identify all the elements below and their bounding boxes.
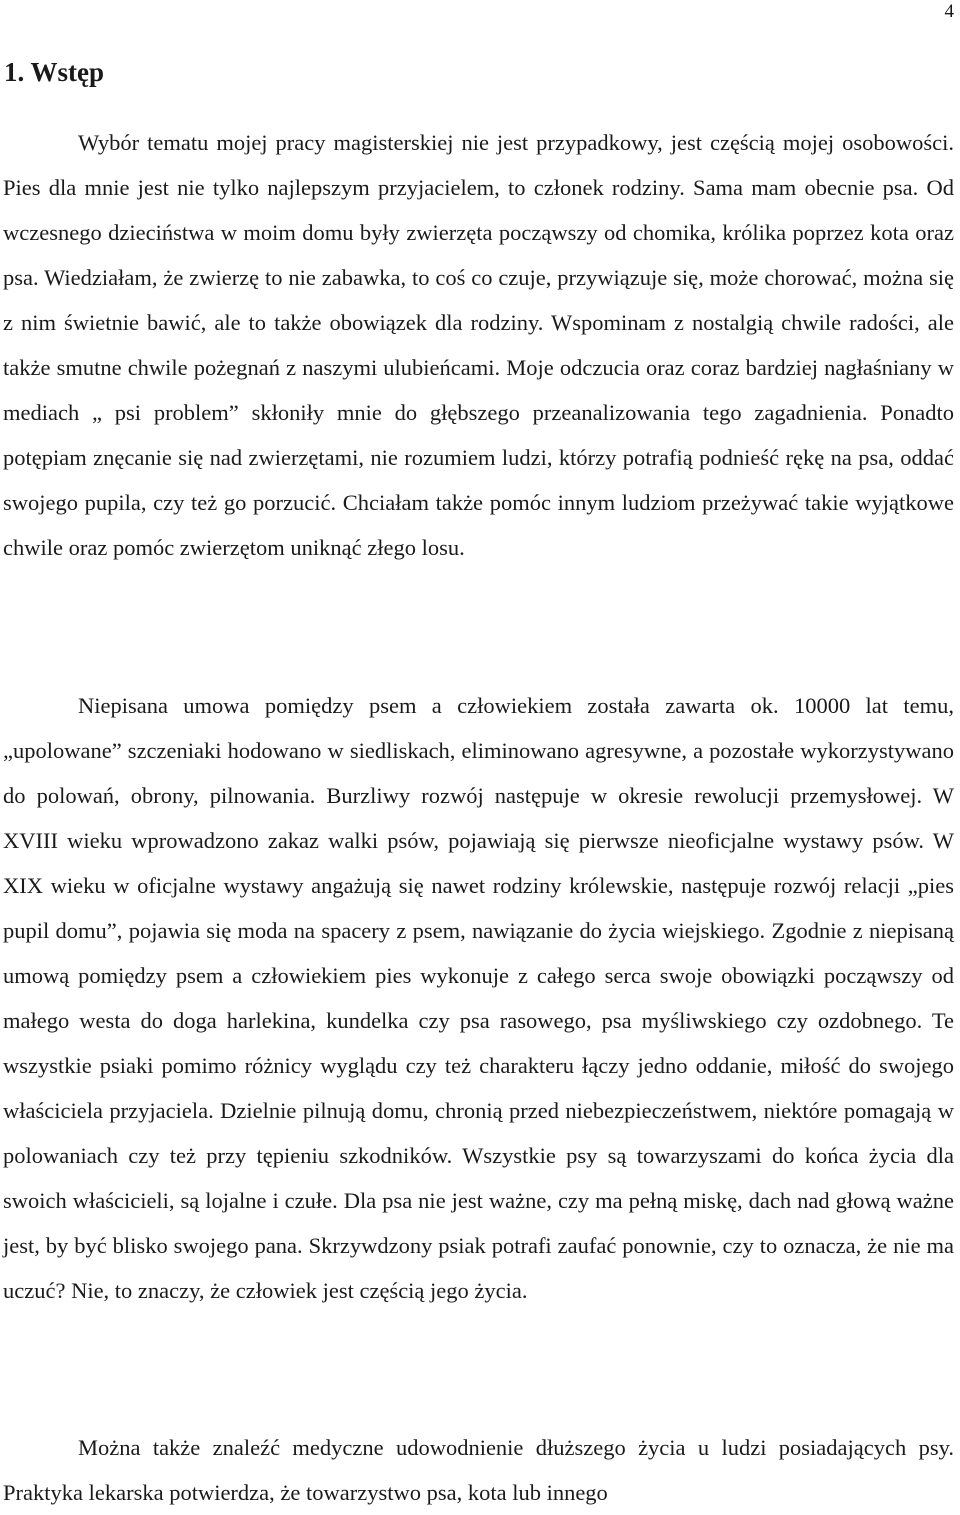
paragraph-medical: Można także znaleźć medyczne udowodnienie dłuższego życia u ludzi posiadających psy. Praktyka lekarska potwierdza, że towarzystwo psa, kota lub innego bbox=[3, 1435, 954, 1505]
section-heading: 1. Wstęp bbox=[4, 57, 105, 87]
page-number: 4 bbox=[944, 1, 954, 22]
paragraph-history: Niepisana umowa pomiędzy psem a człowiekiem została zawarta ok. 10000 lat temu, „upolowane” szczeniaki hodowano w siedliskach, eliminowano agresywne, a pozostałe wykorzystywano do polowań, obrony, pilnowania. Burzliwy rozwój następuje w okresie rewolucji przemysłowej. W XVIII wieku wprowadzono zakaz walki psów, pojawiają się pierwsze nieoficjalne wystawy psów. W XIX wieku w oficjalne wystawy angażują się nawet rodziny królewskie, następuje rozwój relacji „pies pupil domu”, pojawia się moda na spacery z psem, nawiązanie do życia wiejskiego. Zgodnie z niepisaną umową pomiędzy psem a człowiekiem pies wykonuje z całego serca swoje obowiązki począwszy od małego westa do doga harlekina, kundelka czy psa rasowego, psa myśliwskiego czy ozdobnego. Te wszystkie psiaki pomimo różnicy wyglądu czy też charakteru łączy jedno oddanie, miłość do swojego właściciela przyjaciela. Dzielnie pilnują domu, chronią przed niebezpieczeństwem, niektóre pomagają w polowaniach czy też przy tępieniu szkodników. Wszystkie psy są towarzyszami do końca życia dla swoich właścicieli, są lojalne i czułe. Dla psa nie jest ważne, czy ma pełną miskę, dach nad głową ważne jest, by być blisko swojego pana. Skrzywdzony psiak potrafi zaufać ponownie, czy to oznacza, że nie ma uczuć? Nie, to znaczy, że człowiek jest częścią jego życia. bbox=[3, 693, 954, 1303]
paragraph-intro: Wybór tematu mojej pracy magisterskiej nie jest przypadkowy, jest częścią mojej osobowości. Pies dla mnie jest nie tylko najlepszym przyjacielem, to członek rodziny. Sama mam obecnie psa. Od wczesnego dzieciństwa w moim domu były zwierzęta począwszy od chomika, królika poprzez kota oraz psa. Wiedziałam, że zwierzę to nie zabawka, to coś co czuje, przywiązuje się, może chorować, można się z nim świetnie bawić, ale to także obowiązek dla rodziny. Wspominam z nostalgią chwile radości, ale także smutne chwile pożegnań z naszymi ulubieńcami. Moje odczucia oraz coraz bardziej nagłaśniany w mediach „ psi problem” skłoniły mnie do głębszego przeanalizowania tego zagadnienia. Ponadto potępiam znęcanie się nad zwierzętami, nie rozumiem ludzi, którzy potrafią podnieść rękę na psa, oddać swojego pupila, czy też go porzucić. Chciałam także pomóc innym ludziom przeżywać takie wyjątkowe chwile oraz pomóc zwierzętom uniknąć złego losu. bbox=[3, 130, 954, 560]
